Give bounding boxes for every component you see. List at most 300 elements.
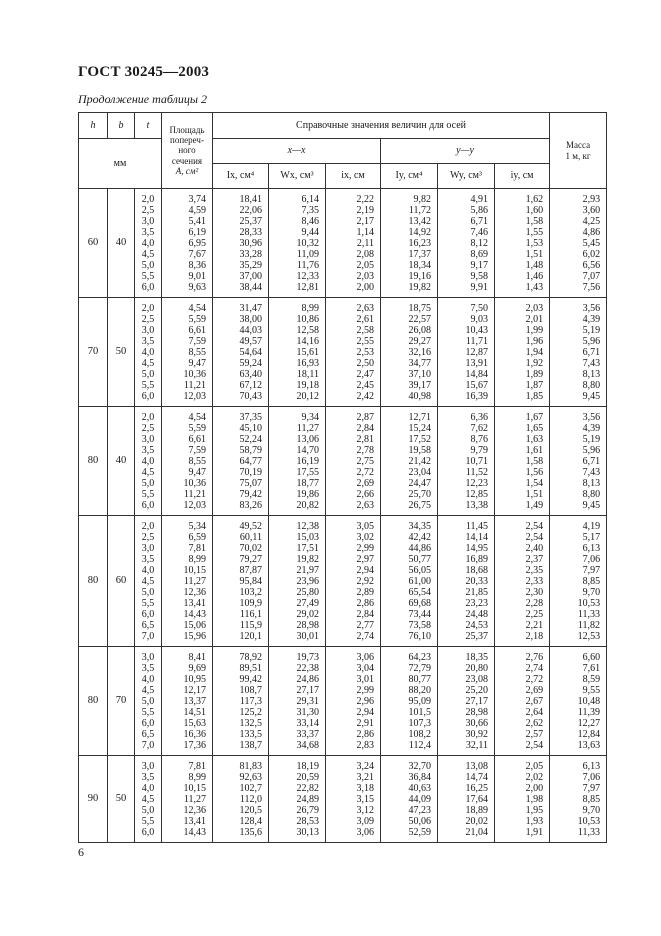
cell-value: 10,95 bbox=[183, 674, 206, 685]
cell-value: 8,76 bbox=[470, 434, 488, 445]
mass-column bbox=[550, 189, 607, 298]
cell-value: 59,24 bbox=[239, 358, 262, 369]
group-h: 60 bbox=[79, 189, 108, 298]
cell-value: 11,27 bbox=[183, 794, 206, 805]
cell-value: 17,64 bbox=[465, 794, 488, 805]
cell-value: 5,5 bbox=[141, 816, 155, 827]
cell-value: 18,11 bbox=[296, 369, 319, 380]
cell-value: 16,36 bbox=[183, 729, 206, 740]
cell-value: 29,31 bbox=[296, 696, 319, 707]
iy-moment-column bbox=[381, 407, 438, 516]
cell-value: 6,5 bbox=[141, 729, 155, 740]
cell-value: 15,61 bbox=[296, 347, 319, 358]
cell-value: 2,17 bbox=[356, 216, 374, 227]
cell-value: 17,37 bbox=[408, 249, 431, 260]
cell-value: 37,10 bbox=[408, 369, 431, 380]
cell-value: 1,99 bbox=[525, 325, 544, 336]
cell-value: 56,05 bbox=[408, 565, 431, 576]
cell-value: 2,84 bbox=[356, 609, 374, 620]
cell-value: 2,01 bbox=[525, 314, 544, 325]
cell-value: 14,95 bbox=[465, 543, 488, 554]
cell-value: 9,47 bbox=[188, 358, 206, 369]
cell-value: 14,16 bbox=[296, 336, 319, 347]
cell-value: 9,79 bbox=[470, 445, 488, 456]
cell-value: 6,0 bbox=[141, 500, 155, 511]
cell-value: 13,42 bbox=[408, 216, 431, 227]
cell-value: 11,21 bbox=[183, 380, 206, 391]
cell-value: 95,09 bbox=[408, 696, 431, 707]
ix-radius-column bbox=[326, 298, 381, 407]
cell-value: 61,00 bbox=[408, 576, 431, 587]
cell-value: 12,38 bbox=[296, 521, 319, 532]
cell-value: 6,13 bbox=[582, 543, 601, 554]
profile-table bbox=[78, 112, 607, 843]
cell-value: 2,99 bbox=[356, 685, 374, 696]
cell-value: 1,61 bbox=[525, 445, 544, 456]
cell-value: 8,99 bbox=[301, 303, 319, 314]
cell-value: 18,75 bbox=[408, 303, 431, 314]
cell-value: 5,59 bbox=[188, 314, 206, 325]
cell-value: 5,0 bbox=[141, 696, 155, 707]
cell-value: 5,96 bbox=[582, 336, 601, 347]
cell-value: 10,36 bbox=[183, 369, 206, 380]
cell-value: 2,84 bbox=[356, 423, 374, 434]
cell-value: 49,57 bbox=[239, 336, 262, 347]
cell-value: 9,63 bbox=[188, 282, 206, 293]
cell-value: 138,7 bbox=[239, 740, 262, 751]
cell-value: 3,06 bbox=[356, 652, 374, 663]
cell-value: 6,56 bbox=[582, 260, 601, 271]
cell-value: 108,2 bbox=[408, 729, 431, 740]
iy-radius-column bbox=[495, 647, 550, 756]
cell-value: 7,50 bbox=[470, 303, 488, 314]
cell-value: 4,0 bbox=[141, 565, 155, 576]
cell-value: 6,0 bbox=[141, 391, 155, 402]
table-row bbox=[79, 647, 607, 756]
cell-value: 116,1 bbox=[239, 609, 262, 620]
cell-value: 1,51 bbox=[525, 489, 544, 500]
cell-value: 3,09 bbox=[356, 816, 374, 827]
cell-value: 8,99 bbox=[188, 554, 206, 565]
ix-moment-column bbox=[213, 756, 269, 843]
group-b: 60 bbox=[108, 516, 135, 647]
cell-value: 21,85 bbox=[465, 587, 488, 598]
header-h: h bbox=[79, 113, 108, 139]
cell-value: 39,17 bbox=[408, 380, 431, 391]
group-b: 40 bbox=[108, 189, 135, 298]
cell-value: 14,14 bbox=[465, 532, 488, 543]
cell-value: 7,61 bbox=[582, 663, 601, 674]
cell-value: 3,21 bbox=[356, 772, 374, 783]
cell-value: 2,50 bbox=[356, 358, 374, 369]
cell-value: 112,4 bbox=[408, 740, 431, 751]
ix-radius-column bbox=[326, 407, 381, 516]
cell-value: 10,15 bbox=[183, 783, 206, 794]
cell-value: 8,12 bbox=[470, 238, 488, 249]
cell-value: 3,0 bbox=[141, 761, 155, 772]
cell-value: 22,38 bbox=[296, 663, 319, 674]
cell-value: 7,35 bbox=[301, 205, 319, 216]
cell-value: 88,20 bbox=[408, 685, 431, 696]
cell-value: 4,86 bbox=[582, 227, 601, 238]
ix-moment-column bbox=[213, 647, 269, 756]
cell-value: 1,54 bbox=[525, 478, 544, 489]
cell-value: 22,06 bbox=[239, 205, 262, 216]
cell-value: 4,59 bbox=[188, 205, 206, 216]
cell-value: 4,54 bbox=[188, 303, 206, 314]
cell-value: 3,5 bbox=[141, 772, 155, 783]
cell-value: 10,53 bbox=[577, 598, 601, 609]
area-column bbox=[162, 298, 213, 407]
cell-value: 2,77 bbox=[356, 620, 374, 631]
ix-radius-column bbox=[326, 189, 381, 298]
cell-value: 6,61 bbox=[188, 325, 206, 336]
cell-value: 79,42 bbox=[239, 489, 262, 500]
cell-value: 16,19 bbox=[296, 456, 319, 467]
cell-value: 2,76 bbox=[525, 652, 544, 663]
cell-value: 7,81 bbox=[188, 761, 206, 772]
cell-value: 9,03 bbox=[470, 314, 488, 325]
cell-value: 37,35 bbox=[239, 412, 262, 423]
cell-value: 11,21 bbox=[183, 489, 206, 500]
cell-value: 24,48 bbox=[465, 609, 488, 620]
cell-value: 12,36 bbox=[183, 805, 206, 816]
cell-value: 13,06 bbox=[296, 434, 319, 445]
cell-value: 63,40 bbox=[239, 369, 262, 380]
cell-value: 15,67 bbox=[465, 380, 488, 391]
cell-value: 11,82 bbox=[577, 620, 601, 631]
header-wy-modulus: Wy, см³ bbox=[438, 164, 495, 189]
group-b: 50 bbox=[108, 298, 135, 407]
header-axis-y: y—y bbox=[381, 139, 550, 164]
cell-value: 3,04 bbox=[356, 663, 374, 674]
cell-value: 2,03 bbox=[525, 303, 544, 314]
cell-value: 5,86 bbox=[470, 205, 488, 216]
header-wx-modulus: Wx, см³ bbox=[269, 164, 326, 189]
cell-value: 6,02 bbox=[582, 249, 601, 260]
cell-value: 18,19 bbox=[296, 761, 319, 772]
cell-value: 102,7 bbox=[239, 783, 262, 794]
cell-value: 6,0 bbox=[141, 827, 155, 838]
cell-value: 109,9 bbox=[239, 598, 262, 609]
cell-value: 3,15 bbox=[356, 794, 374, 805]
table-row bbox=[79, 756, 607, 843]
cell-value: 7,81 bbox=[188, 543, 206, 554]
cell-value: 10,15 bbox=[183, 565, 206, 576]
cell-value: 2,67 bbox=[525, 696, 544, 707]
cell-value: 15,03 bbox=[296, 532, 319, 543]
wx-modulus-column bbox=[269, 189, 326, 298]
cell-value: 7,07 bbox=[582, 271, 601, 282]
cell-value: 18,41 bbox=[239, 194, 262, 205]
ix-moment-column bbox=[213, 189, 269, 298]
cell-value: 11,52 bbox=[465, 467, 488, 478]
cell-value: 25,20 bbox=[465, 685, 488, 696]
cell-value: 69,68 bbox=[408, 598, 431, 609]
cell-value: 27,17 bbox=[465, 696, 488, 707]
cell-value: 4,91 bbox=[470, 194, 488, 205]
cell-value: 1,62 bbox=[525, 194, 544, 205]
cell-value: 1,92 bbox=[525, 358, 544, 369]
cell-value: 7,62 bbox=[470, 423, 488, 434]
cell-value: 3,01 bbox=[356, 674, 374, 685]
cell-value: 28,33 bbox=[239, 227, 262, 238]
cell-value: 125,2 bbox=[239, 707, 262, 718]
cell-value: 19,73 bbox=[296, 652, 319, 663]
cell-value: 6,36 bbox=[470, 412, 488, 423]
cell-value: 1,87 bbox=[525, 380, 544, 391]
cell-value: 12,27 bbox=[577, 718, 601, 729]
cell-value: 23,96 bbox=[296, 576, 319, 587]
cell-value: 38,00 bbox=[239, 314, 262, 325]
cell-value: 18,89 bbox=[465, 805, 488, 816]
cell-value: 28,98 bbox=[465, 707, 488, 718]
cell-value: 1,95 bbox=[525, 805, 544, 816]
cell-value: 7,59 bbox=[188, 336, 206, 347]
page-title: ГОСТ 30245—2003 bbox=[78, 64, 210, 80]
cell-value: 32,16 bbox=[408, 347, 431, 358]
cell-value: 19,16 bbox=[408, 271, 431, 282]
cell-value: 9,91 bbox=[470, 282, 488, 293]
cell-value: 13,38 bbox=[465, 500, 488, 511]
wy-modulus-column bbox=[438, 647, 495, 756]
cell-value: 13,91 bbox=[465, 358, 488, 369]
cell-value: 14,51 bbox=[183, 707, 206, 718]
cell-value: 2,54 bbox=[525, 532, 544, 543]
cell-value: 2,69 bbox=[356, 478, 374, 489]
cell-value: 5,45 bbox=[582, 238, 601, 249]
cell-value: 33,28 bbox=[239, 249, 262, 260]
cell-value: 5,34 bbox=[188, 521, 206, 532]
cell-value: 9,58 bbox=[470, 271, 488, 282]
cell-value: 8,36 bbox=[188, 260, 206, 271]
cell-value: 20,02 bbox=[465, 816, 488, 827]
cell-value: 16,89 bbox=[465, 554, 488, 565]
cell-value: 18,35 bbox=[465, 652, 488, 663]
cell-value: 2,74 bbox=[356, 631, 374, 642]
cell-value: 70,43 bbox=[239, 391, 262, 402]
cell-value: 30,13 bbox=[296, 827, 319, 838]
cell-value: 13,41 bbox=[183, 598, 206, 609]
cell-value: 1,58 bbox=[525, 456, 544, 467]
cell-value: 7,59 bbox=[188, 445, 206, 456]
cell-value: 8,85 bbox=[582, 576, 601, 587]
cell-value: 108,7 bbox=[239, 685, 262, 696]
cell-value: 2,54 bbox=[525, 521, 544, 532]
cell-value: 34,77 bbox=[408, 358, 431, 369]
cell-value: 8,69 bbox=[470, 249, 488, 260]
cell-value: 2,03 bbox=[356, 271, 374, 282]
cell-value: 15,63 bbox=[183, 718, 206, 729]
table-row bbox=[79, 407, 607, 516]
header-units: мм bbox=[79, 139, 162, 189]
cell-value: 6,0 bbox=[141, 718, 155, 729]
cell-value: 24,89 bbox=[296, 794, 319, 805]
cell-value: 49,52 bbox=[239, 521, 262, 532]
cell-value: 3,5 bbox=[141, 445, 155, 456]
cell-value: 2,96 bbox=[356, 696, 374, 707]
cell-value: 16,25 bbox=[465, 783, 488, 794]
cell-value: 6,0 bbox=[141, 282, 155, 293]
cell-value: 16,39 bbox=[465, 391, 488, 402]
cell-value: 101,5 bbox=[408, 707, 431, 718]
cell-value: 72,79 bbox=[408, 663, 431, 674]
wx-modulus-column bbox=[269, 756, 326, 843]
mass-column bbox=[550, 516, 607, 647]
cell-value: 20,12 bbox=[296, 391, 319, 402]
cell-value: 20,82 bbox=[296, 500, 319, 511]
cell-value: 17,51 bbox=[296, 543, 319, 554]
cell-value: 6,61 bbox=[188, 434, 206, 445]
header-b: b bbox=[108, 113, 135, 139]
wx-modulus-column bbox=[269, 407, 326, 516]
cell-value: 2,72 bbox=[525, 674, 544, 685]
cell-value: 2,33 bbox=[525, 576, 544, 587]
wx-modulus-column bbox=[269, 647, 326, 756]
cell-value: 132,5 bbox=[239, 718, 262, 729]
cell-value: 115,9 bbox=[239, 620, 262, 631]
cell-value: 1,67 bbox=[525, 412, 544, 423]
iy-moment-column bbox=[381, 647, 438, 756]
cell-value: 2,92 bbox=[356, 576, 374, 587]
group-h: 90 bbox=[79, 756, 108, 843]
cell-value: 12,85 bbox=[465, 489, 488, 500]
cell-value: 14,43 bbox=[183, 609, 206, 620]
cell-value: 7,06 bbox=[582, 772, 601, 783]
wy-modulus-column bbox=[438, 756, 495, 843]
cell-value: 2,57 bbox=[525, 729, 544, 740]
cell-value: 14,43 bbox=[183, 827, 206, 838]
cell-value: 2,86 bbox=[356, 598, 374, 609]
cell-value: 25,80 bbox=[296, 587, 319, 598]
cell-value: 37,00 bbox=[239, 271, 262, 282]
cell-value: 73,44 bbox=[408, 609, 431, 620]
cell-value: 8,13 bbox=[582, 478, 601, 489]
cell-value: 4,0 bbox=[141, 238, 155, 249]
cell-value: 44,86 bbox=[408, 543, 431, 554]
cell-value: 83,26 bbox=[239, 500, 262, 511]
cell-value: 32,70 bbox=[408, 761, 431, 772]
cell-value: 8,85 bbox=[582, 794, 601, 805]
cell-value: 9,45 bbox=[582, 500, 601, 511]
cell-value: 2,0 bbox=[141, 303, 155, 314]
cell-value: 42,42 bbox=[408, 532, 431, 543]
group-b: 70 bbox=[108, 647, 135, 756]
iy-moment-column bbox=[381, 516, 438, 647]
cell-value: 6,71 bbox=[582, 456, 601, 467]
cell-value: 95,84 bbox=[239, 576, 262, 587]
cell-value: 2,69 bbox=[525, 685, 544, 696]
header-iy-radius: iy, см bbox=[495, 164, 550, 189]
cell-value: 1,55 bbox=[525, 227, 544, 238]
t-column bbox=[135, 756, 162, 843]
cell-value: 2,75 bbox=[356, 456, 374, 467]
cell-value: 2,5 bbox=[141, 423, 155, 434]
cell-value: 5,0 bbox=[141, 260, 155, 271]
cell-value: 26,79 bbox=[296, 805, 319, 816]
cell-value: 21,97 bbox=[296, 565, 319, 576]
ix-radius-column bbox=[326, 756, 381, 843]
cell-value: 2,00 bbox=[525, 783, 544, 794]
cell-value: 3,0 bbox=[141, 216, 155, 227]
cell-value: 25,37 bbox=[465, 631, 488, 642]
cell-value: 19,82 bbox=[296, 554, 319, 565]
cell-value: 4,39 bbox=[582, 423, 601, 434]
cell-value: 34,35 bbox=[408, 521, 431, 532]
cell-value: 4,5 bbox=[141, 576, 155, 587]
cell-value: 33,37 bbox=[296, 729, 319, 740]
cell-value: 4,5 bbox=[141, 685, 155, 696]
t-column bbox=[135, 647, 162, 756]
cell-value: 1,91 bbox=[525, 827, 544, 838]
cell-value: 2,64 bbox=[525, 707, 544, 718]
cell-value: 16,93 bbox=[296, 358, 319, 369]
cell-value: 5,19 bbox=[582, 434, 601, 445]
cell-value: 12,84 bbox=[577, 729, 601, 740]
cell-value: 8,59 bbox=[582, 674, 601, 685]
mass-column bbox=[550, 407, 607, 516]
cell-value: 52,24 bbox=[239, 434, 262, 445]
area-column bbox=[162, 756, 213, 843]
iy-radius-column bbox=[495, 756, 550, 843]
header-axis-x: x—x bbox=[213, 139, 381, 164]
cell-value: 5,0 bbox=[141, 587, 155, 598]
cell-value: 9,47 bbox=[188, 467, 206, 478]
cell-value: 17,55 bbox=[296, 467, 319, 478]
cell-value: 10,53 bbox=[577, 816, 601, 827]
cell-value: 18,68 bbox=[465, 565, 488, 576]
cell-value: 2,40 bbox=[525, 543, 544, 554]
cell-value: 135,6 bbox=[239, 827, 262, 838]
cell-value: 19,82 bbox=[408, 282, 431, 293]
cell-value: 65,54 bbox=[408, 587, 431, 598]
cell-value: 13,41 bbox=[183, 816, 206, 827]
cell-value: 2,91 bbox=[356, 718, 374, 729]
cell-value: 2,42 bbox=[356, 391, 374, 402]
cell-value: 9,55 bbox=[582, 685, 601, 696]
cell-value: 6,71 bbox=[582, 347, 601, 358]
cell-value: 11,72 bbox=[408, 205, 431, 216]
cell-value: 40,98 bbox=[408, 391, 431, 402]
wy-modulus-column bbox=[438, 407, 495, 516]
cell-value: 27,49 bbox=[296, 598, 319, 609]
t-column bbox=[135, 407, 162, 516]
cell-value: 28,98 bbox=[296, 620, 319, 631]
group-b: 50 bbox=[108, 756, 135, 843]
cell-value: 67,12 bbox=[239, 380, 262, 391]
cell-value: 2,37 bbox=[525, 554, 544, 565]
cell-value: 8,13 bbox=[582, 369, 601, 380]
cell-value: 50,77 bbox=[408, 554, 431, 565]
cell-value: 11,33 bbox=[577, 827, 601, 838]
group-h: 80 bbox=[79, 407, 108, 516]
cell-value: 25,70 bbox=[408, 489, 431, 500]
cell-value: 44,03 bbox=[239, 325, 262, 336]
cell-value: 35,29 bbox=[239, 260, 262, 271]
cell-value: 20,59 bbox=[296, 772, 319, 783]
cell-value: 1,49 bbox=[525, 500, 544, 511]
cell-value: 2,18 bbox=[525, 631, 544, 642]
cell-value: 7,97 bbox=[582, 565, 601, 576]
cell-value: 2,78 bbox=[356, 445, 374, 456]
cell-value: 6,5 bbox=[141, 620, 155, 631]
cell-value: 14,74 bbox=[465, 772, 488, 783]
cell-value: 2,00 bbox=[356, 282, 374, 293]
cell-value: 3,0 bbox=[141, 325, 155, 336]
cell-value: 1,56 bbox=[525, 467, 544, 478]
cell-value: 31,30 bbox=[296, 707, 319, 718]
cell-value: 9,01 bbox=[188, 271, 206, 282]
